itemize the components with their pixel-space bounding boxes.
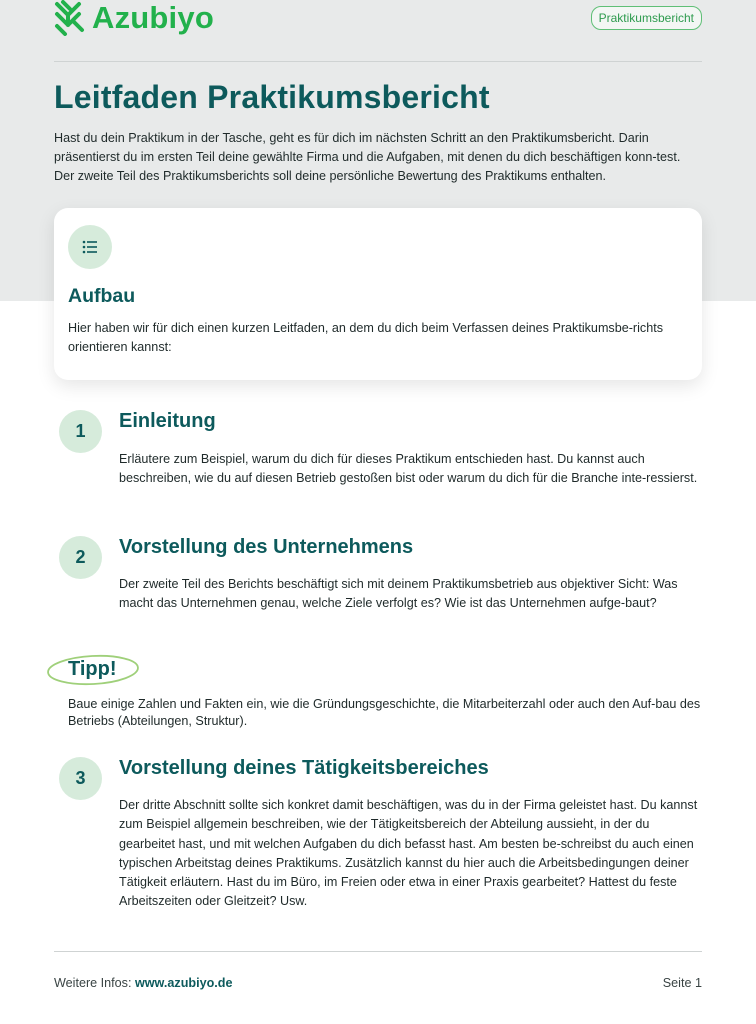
section-text: Der dritte Abschnitt sollte sich konkret damit beschäftigen, was du in der Firma geleistet hast. Du kannst zum Beispiel allgemein beschreiben, wie der Tätigkeitsbereich der Abteilung aussieht, in der du gearbeitet hast, und mit welchen Aufgaben du dich befasst hast. Am besten be-schreibst du auch einen typischen Arbeitstag deines Praktikums. Zusätzlich kannst du hier auch die Arbeitsbedingungen deiner Tätigkeit erläutern. Hast du im Büro, im Freien oder etwa in einer Praxis gearbeitet? Hattest du feste Arbeitszeiten oder Gleitzeit? Usw. [119, 798, 698, 909]
section-title: Vorstellung deines Tätigkeitsbereiches [119, 757, 489, 779]
section-title: Einleitung [119, 410, 216, 432]
structure-card [54, 208, 702, 380]
tip-label [46, 652, 142, 688]
card-title: Aufbau [68, 285, 136, 307]
card-text: Hier haben wir für dich einen kurzen Leitfaden, an dem du dich beim Verfassen deines Praktikumsbe-richts orientieren kannst: [68, 321, 664, 354]
section-title: Vorstellung des Unternehmens [119, 536, 414, 558]
page-title: Leitfaden Praktikumsbericht [54, 79, 490, 115]
page-number: Seite 1 [662, 976, 702, 990]
document-badge: Praktikumsbericht [591, 6, 702, 30]
brand-name: Azubiyo [92, 0, 214, 35]
footer-info [54, 976, 232, 990]
tip-text: Baue einige Zahlen und Fakten ein, wie die Gründungsgeschichte, die Mitarbeiterzahl oder auch den Auf-bau des Betriebs (Abteilungen, Struktur). [68, 697, 701, 728]
section-text: Erläutere zum Beispiel, warum du dich für dieses Praktikum entschieden hast. Du kannst auch beschreiben, wie du auf diesen Betrieb gestoßen bist oder warum du dich für die Branche inte-ressierst. [119, 452, 698, 486]
brand-logo[interactable] [54, 0, 214, 36]
azubiyo-logo-icon [54, 0, 86, 36]
footer-info-label: Weitere Infos: [54, 976, 135, 990]
intro-text: Hast du dein Praktikum in der Tasche, geht es für dich im nächsten Schritt an den Praktikumsbericht. Darin präsentierst du im ersten Teil deine gewählte Firma und die Aufgaben, mit denen du dich beschäftigen konn-test. Der zweite Teil des Praktikumsberichts soll deine persönliche Bewertung des Praktikums enthalten. [54, 131, 681, 183]
section-number-badge: 3 [59, 757, 102, 800]
footer-divider [54, 951, 702, 952]
section-text: Der zweite Teil des Berichts beschäftigt sich mit deinem Praktikumsbetrieb aus objektiver Sicht: Was macht das Unternehmen genau, welche Ziele verfolgt es? Wie ist das Unternehmen aufge-baut? [119, 577, 678, 611]
tip-heading: Tipp! [68, 658, 117, 680]
list-icon [68, 225, 112, 269]
page-header [54, 0, 702, 40]
section-number-badge: 2 [59, 536, 102, 579]
section-number-badge: 1 [59, 410, 102, 453]
website-link[interactable]: www.azubiyo.de [134, 976, 233, 990]
header-divider [54, 61, 702, 62]
